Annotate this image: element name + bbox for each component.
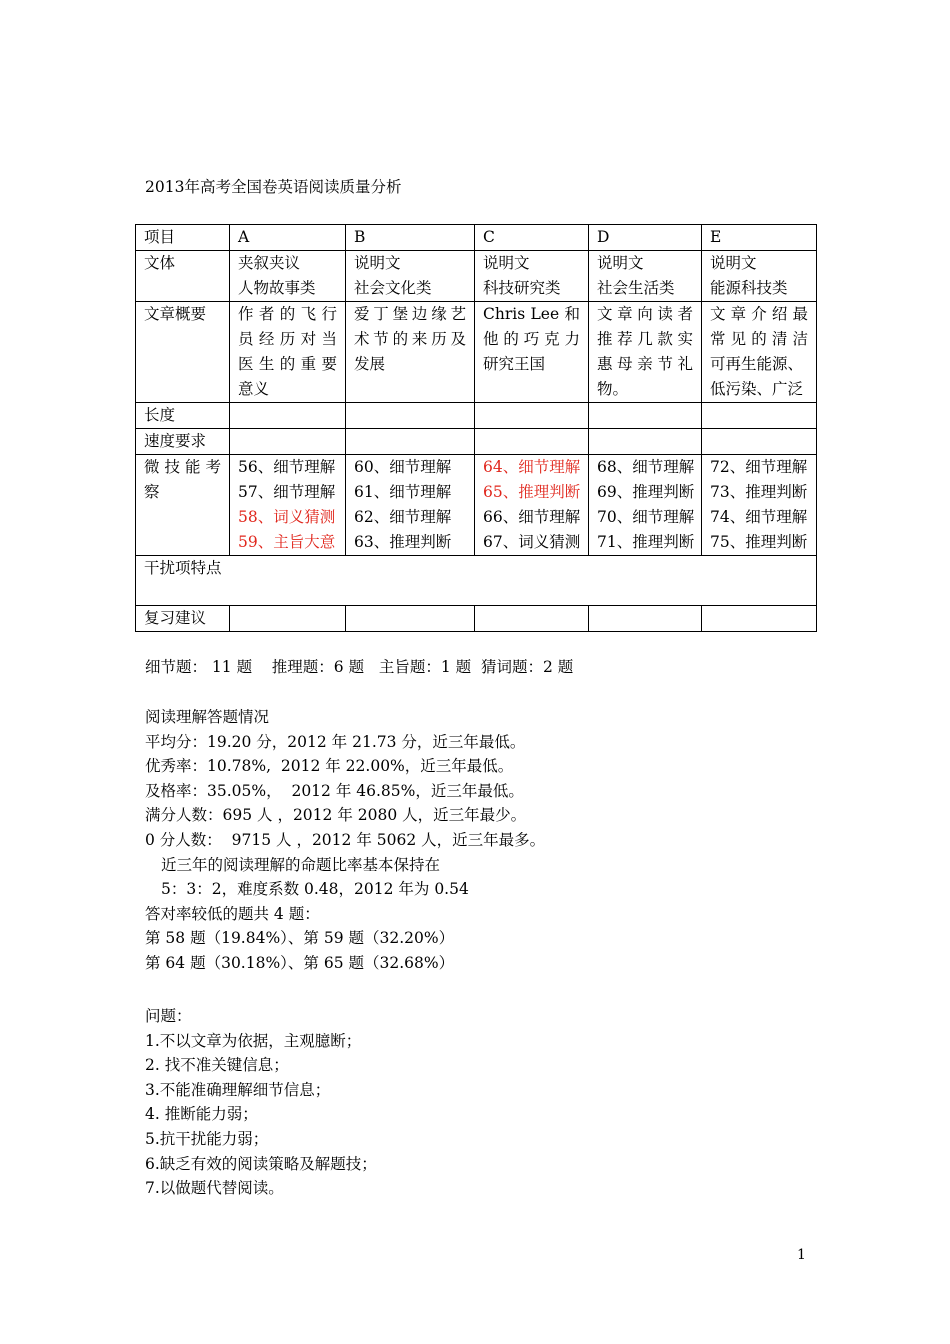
speed-row <box>136 429 817 455</box>
skill-item: 64、细节理解 <box>483 458 581 476</box>
problem-item: 3.不能准确理解细节信息； <box>145 1080 331 1099</box>
table-cell <box>346 455 475 556</box>
page-number: 1 <box>797 1247 806 1263</box>
document-title: 2013年高考全国卷英语阅读质量分析 <box>145 178 402 196</box>
skill-list <box>597 455 693 555</box>
cell-text: 科技研究类 <box>483 279 561 297</box>
skill-item: 74、细节理解 <box>710 508 808 526</box>
table-cell <box>230 455 346 556</box>
stat-line: 平均分：19.20 分，2012 年 21.73 分，近三年最低。 <box>145 732 526 751</box>
skill-item: 72、细节理解 <box>710 458 808 476</box>
skill-item: 60、细节理解 <box>354 458 452 476</box>
question-counts <box>145 655 573 680</box>
summary-row <box>136 302 817 403</box>
skill-item: 67、词义猜测 <box>483 533 581 551</box>
cell-text: 医生的重要 <box>238 355 337 373</box>
table-cell <box>475 606 589 632</box>
cell-text: 惠母亲节礼 <box>597 355 693 373</box>
problem-item: 7.以做题代替阅读。 <box>145 1179 284 1198</box>
cell-text: 能源科技类 <box>710 279 788 297</box>
skill-item: 59、主旨大意 <box>238 533 336 551</box>
cell-text: 术节的来历及 <box>354 330 466 348</box>
problem-item: 1.不以文章为依据，主观臆断； <box>145 1031 362 1050</box>
skill-list <box>354 455 466 555</box>
cell-text: 低污染、广泛 <box>710 380 804 398</box>
cell-text: 他的巧克力 <box>483 330 580 348</box>
skill-list <box>710 455 808 555</box>
stats-section <box>145 705 545 976</box>
distractor-row <box>136 556 817 606</box>
skill-item: 68、细节理解 <box>597 458 695 476</box>
cell-text: 爱丁堡边缘艺 <box>354 305 466 323</box>
row-label: 文章概要 <box>136 302 230 403</box>
table-cell <box>702 302 817 403</box>
header-cell: E <box>702 225 817 251</box>
table-cell <box>346 429 475 455</box>
ratio-line: 5：3：2，难度系数 0.48，2012 年为 0.54 <box>161 880 469 899</box>
table-cell <box>230 302 346 403</box>
cell-text: 说明文 <box>483 254 530 272</box>
cell-text: 说明文 <box>710 254 757 272</box>
table-cell <box>230 403 346 429</box>
problem-item: 5.抗干扰能力弱； <box>145 1129 269 1148</box>
skill-item: 75、推理判断 <box>710 533 808 551</box>
cell-text: 夹叙夹议 <box>238 254 301 272</box>
problem-item: 4. 推断能力弱； <box>145 1105 258 1124</box>
skill-item: 69、推理判断 <box>597 483 695 501</box>
table-cell <box>475 251 589 302</box>
skills-row <box>136 455 817 556</box>
cell-text: 文章介绍最 <box>710 305 808 323</box>
table-cell <box>589 606 702 632</box>
table-cell <box>230 606 346 632</box>
table-cell <box>589 251 702 302</box>
header-cell: C <box>475 225 589 251</box>
length-row <box>136 403 817 429</box>
low-rate-line: 答对率较低的题共 4 题： <box>145 904 320 923</box>
stat-line: 0 分人数： 9715 人 ，2012 年 5062 人，近三年最多。 <box>145 830 546 849</box>
table-cell <box>230 251 346 302</box>
cell-text: 可再生能源、 <box>710 355 804 373</box>
table-cell <box>589 403 702 429</box>
genre-row <box>136 251 817 302</box>
row-label: 复习建议 <box>136 606 230 632</box>
table-cell <box>346 606 475 632</box>
table-cell <box>702 455 817 556</box>
cell-text: 说明文 <box>354 254 401 272</box>
table-cell <box>702 403 817 429</box>
header-cell: A <box>230 225 346 251</box>
cell-text: 物。 <box>597 380 629 398</box>
skill-item: 66、细节理解 <box>483 508 581 526</box>
header-cell: D <box>589 225 702 251</box>
table-cell <box>346 251 475 302</box>
header-cell: 项目 <box>136 225 230 251</box>
ratio-line: 近三年的阅读理解的命题比率基本保持在 <box>161 855 441 874</box>
cell-text: 推荐几款实 <box>597 330 693 348</box>
skill-item: 63、推理判断 <box>354 533 452 551</box>
skill-item: 61、细节理解 <box>354 483 452 501</box>
cell-text: 文章向读者 <box>597 305 693 323</box>
cell-text: Chris Lee 和 <box>483 305 580 323</box>
skill-item: 62、细节理解 <box>354 508 452 526</box>
table-cell <box>475 455 589 556</box>
review-row <box>136 606 817 632</box>
table-header-row <box>136 225 817 251</box>
skill-list <box>238 455 337 555</box>
cell-text: 社会生活类 <box>597 279 675 297</box>
counts-line: 细节题： 11 题 推理题：6 题 主旨题：1 题 猜词题：2 题 <box>145 658 574 676</box>
skill-list <box>483 455 580 555</box>
cell-text: 作者的飞行 <box>238 305 337 323</box>
row-label: 干扰项特点 <box>136 556 817 606</box>
skill-item: 65、推理判断 <box>483 483 581 501</box>
table-cell <box>346 403 475 429</box>
low-rate-line: 第 64 题（30.18%）、第 65 题（32.68%） <box>145 953 455 972</box>
skill-item: 56、细节理解 <box>238 458 336 476</box>
row-label <box>136 455 230 556</box>
cell-text: 员经历对当 <box>238 330 337 348</box>
cell-text: 发展 <box>354 355 386 373</box>
problem-item: 2. 找不准关键信息； <box>145 1056 289 1075</box>
cell-text: 社会文化类 <box>354 279 432 297</box>
table-cell <box>702 251 817 302</box>
table-cell <box>702 606 817 632</box>
cell-text: 常见的清洁 <box>710 330 808 348</box>
table-cell <box>475 429 589 455</box>
header-cell: B <box>346 225 475 251</box>
stat-line: 满分人数：695 人 ，2012 年 2080 人，近三年最少。 <box>145 806 527 825</box>
stat-line: 及格率：35.05%， 2012 年 46.85%，近三年最低。 <box>145 781 524 800</box>
analysis-table <box>135 224 817 632</box>
cell-text: 研究王国 <box>483 355 546 373</box>
table-cell <box>475 403 589 429</box>
problems-heading: 问题： <box>145 1007 192 1025</box>
cell-text: 意义 <box>238 380 270 398</box>
table-cell <box>589 302 702 403</box>
table-cell <box>702 429 817 455</box>
low-rate-line: 第 58 题（19.84%）、第 59 题（32.20%） <box>145 929 455 948</box>
stats-heading: 阅读理解答题情况 <box>145 708 270 726</box>
skill-item: 70、细节理解 <box>597 508 695 526</box>
skill-item: 57、细节理解 <box>238 483 336 501</box>
table-cell <box>475 302 589 403</box>
cell-text: 人物故事类 <box>238 279 316 297</box>
stat-line: 优秀率：10.78%, 2012 年 22.00%，近三年最低。 <box>145 757 514 776</box>
skill-item: 58、词义猜测 <box>238 508 336 526</box>
table-cell <box>230 429 346 455</box>
cell-text: 微技能考 <box>144 458 221 476</box>
skill-item: 71、推理判断 <box>597 533 695 551</box>
cell-text: 察 <box>144 483 160 501</box>
table-cell <box>589 429 702 455</box>
table-cell <box>589 455 702 556</box>
row-label: 速度要求 <box>136 429 230 455</box>
table-cell <box>346 302 475 403</box>
skill-item: 73、推理判断 <box>710 483 808 501</box>
row-label: 文体 <box>136 251 230 302</box>
cell-text: 说明文 <box>597 254 644 272</box>
problems-section <box>145 1004 377 1201</box>
row-label: 长度 <box>136 403 230 429</box>
problem-item: 6.缺乏有效的阅读策略及解题技； <box>145 1154 377 1173</box>
